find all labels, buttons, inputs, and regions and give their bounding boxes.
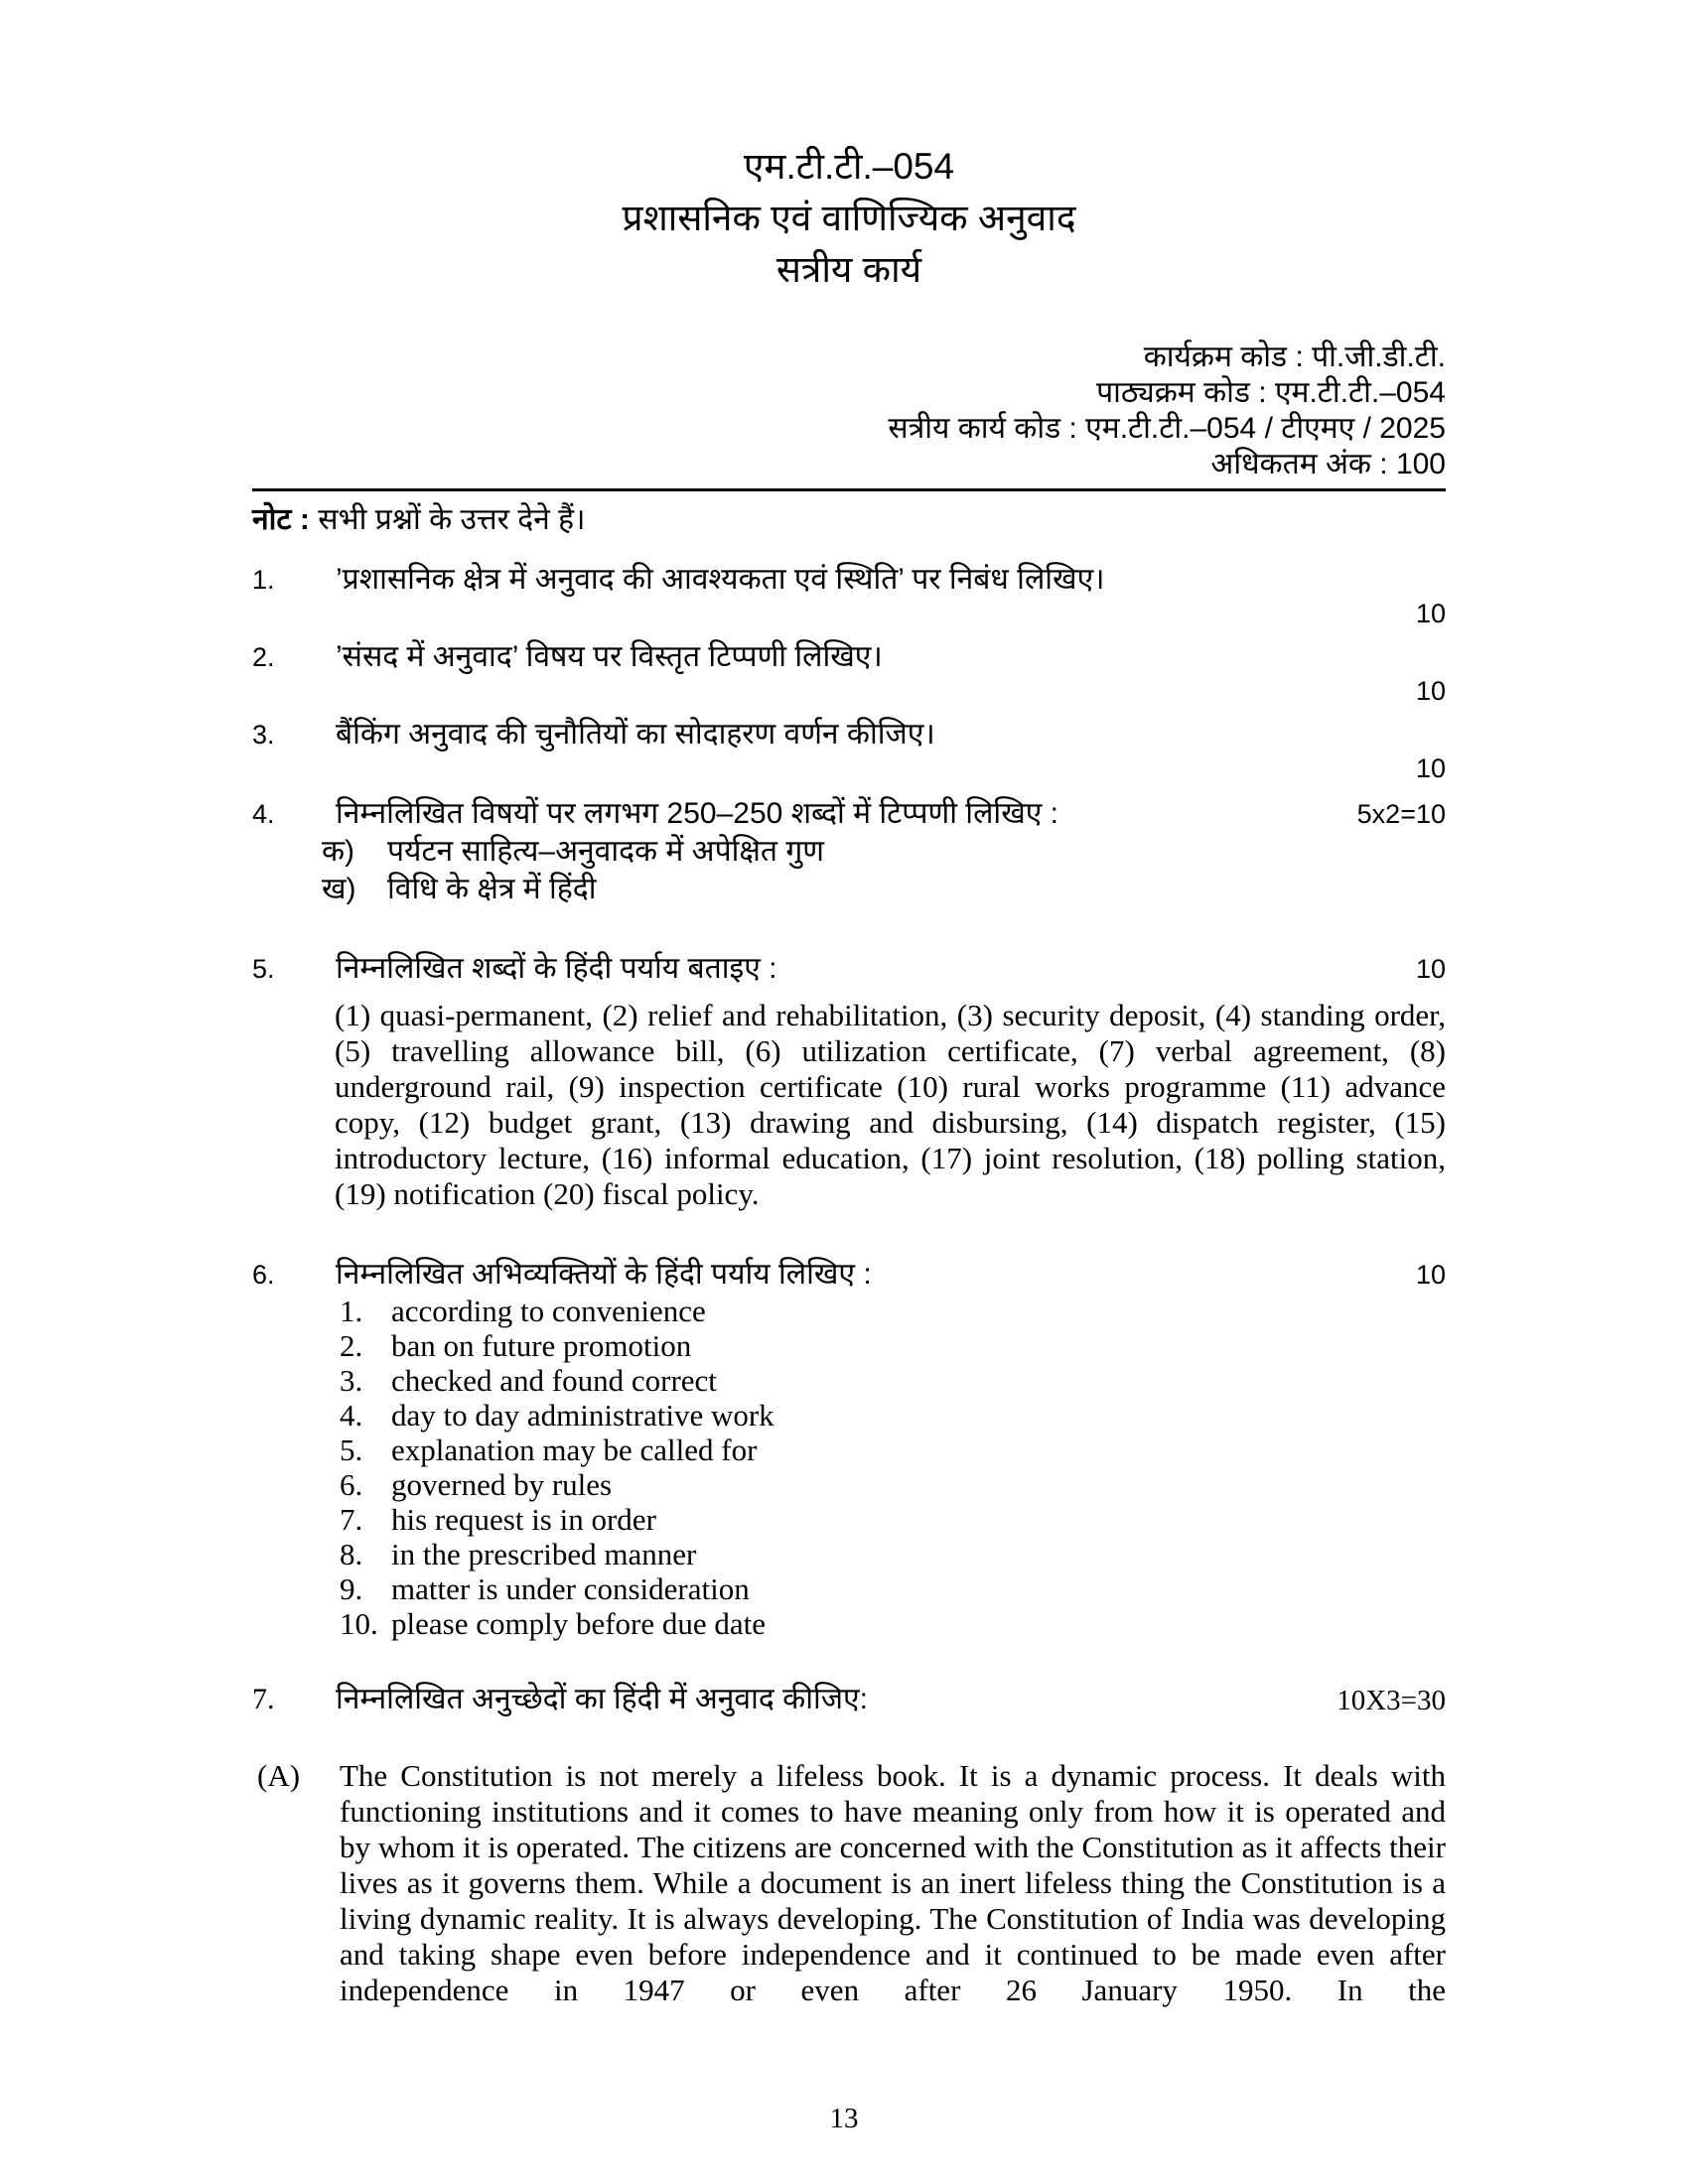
question-4-subitem-b [322, 871, 1446, 908]
list-item [340, 1467, 1446, 1502]
assignment-code-line: सत्रीय कार्य कोड : एम.टी.टी.–054 / टीएमए / 2025 [888, 412, 1446, 445]
note-text: सभी प्रश्नों के उत्तर देने हैं। [318, 503, 586, 536]
question-3-number: 3. [252, 720, 275, 750]
programme-code-line: कार्यक्रम कोड : पी.जी.डी.टी. [1143, 341, 1446, 373]
question-5 [252, 950, 1446, 988]
question-4-subitem-a [322, 833, 1446, 871]
question-5-number: 5. [252, 954, 275, 984]
question-7-number: 7. [252, 1683, 275, 1715]
list-item [340, 1537, 1446, 1571]
list-item-number: 5. [340, 1433, 363, 1467]
passage-a [252, 1758, 1446, 2008]
question-7 [252, 1681, 1446, 1718]
title-block [252, 0, 1446, 296]
course-code-title: एम.टी.टी.–054 [743, 146, 955, 187]
question-6-text: निम्नलिखित अभिव्यक्तियों के हिंदी पर्याय लिखिए : [336, 1258, 872, 1291]
list-item [340, 1606, 1446, 1641]
passage-a-label: (A) [257, 1758, 301, 1793]
list-item-number: 6. [340, 1467, 363, 1502]
question-6-number: 6. [252, 1260, 275, 1290]
list-item-text: please comply before due date [391, 1606, 766, 1641]
list-item-text: matter is under consideration [391, 1571, 750, 1606]
list-item [340, 1433, 1446, 1467]
question-4-text: निम्नलिखित विषयों पर लगभग 250–250 शब्दों में टिप्पणी लिखिए : [336, 797, 1058, 830]
list-item-number: 1. [340, 1294, 363, 1328]
list-item-number: 9. [340, 1571, 363, 1606]
question-6 [252, 1256, 1446, 1294]
question-2-text: ’संसद में अनुवाद’ विषय पर विस्तृत टिप्पणी लिखिए। [336, 640, 883, 673]
question-6-expression-list [340, 1294, 1446, 1641]
list-item [340, 1363, 1446, 1398]
question-2 [252, 638, 1446, 676]
subitem-b-label: ख) [322, 873, 356, 905]
list-item-text: his request is in order [391, 1502, 656, 1537]
list-item-number: 3. [340, 1363, 363, 1398]
subitem-b-text: विधि के क्षेत्र में हिंदी [387, 873, 597, 905]
list-item-text: day to day administrative work [391, 1398, 774, 1433]
list-item-number: 2. [340, 1328, 363, 1363]
question-4-number: 4. [252, 799, 275, 829]
question-1 [252, 561, 1446, 599]
page-number: 13 [829, 2103, 859, 2134]
question-5-text: निम्नलिखित शब्दों के हिंदी पर्याय बताइए : [336, 952, 777, 985]
question-4-subitems [322, 833, 1446, 908]
question-2-number: 2. [252, 642, 275, 672]
list-item-number: 7. [340, 1502, 363, 1537]
question-1-number: 1. [252, 565, 275, 595]
list-item [340, 1502, 1446, 1537]
list-item-number: 4. [340, 1398, 363, 1433]
subitem-a-label: क) [322, 835, 355, 868]
question-5-word-list: (1) quasi-permanent, (2) relief and rehabilitation, (3) security deposit, (4) standing order, (5) travelling allowance bill, (6) utilization certificate, (7) verbal agreement, (8) underground rail, (9) inspection certificate (10) rural works programme (11) advance copy, (12) budget grant, (13) drawing and disbursing, (14) dispatch register, (15) introductory lecture, (16) informal education, (17) joint resolution, (18) polling station, (19) notification (20) fiscal policy. [335, 998, 1446, 1211]
list-item-number: 8. [340, 1537, 363, 1571]
max-marks-line: अधिकतम अंक : 100 [1210, 448, 1446, 480]
question-7-marks: 10X3=30 [1336, 1685, 1446, 1716]
course-name-title: प्रशासनिक एवं वाणिज्यिक अनुवाद [622, 198, 1076, 238]
list-item-text: in the prescribed manner [391, 1537, 697, 1571]
question-1-text: ’प्रशासनिक क्षेत्र में अनुवाद की आवश्यकता एवं स्थिति’ पर निबंध लिखिए। [336, 563, 1105, 596]
question-1-marks: 10 [1415, 599, 1446, 628]
question-3-text: बैंकिंग अनुवाद की चुनौतियों का सोदाहरण वर्णन कीजिए। [336, 718, 935, 751]
list-item-text: governed by rules [391, 1467, 613, 1502]
list-item [340, 1328, 1446, 1363]
note-label: नोट : [252, 503, 310, 536]
assignment-type-title: सत्रीय कार्य [775, 249, 922, 290]
subitem-a-text: पर्यटन साहित्य–अनुवादक में अपेक्षित गुण [387, 835, 824, 868]
list-item-number: 10. [340, 1606, 378, 1641]
list-item-text: according to convenience [391, 1294, 706, 1328]
list-item [340, 1571, 1446, 1606]
horizontal-rule [252, 488, 1446, 491]
meta-block [252, 340, 1446, 482]
list-item [340, 1294, 1446, 1328]
list-item-text: checked and found correct [391, 1363, 717, 1398]
question-3 [252, 716, 1446, 753]
question-3-marks: 10 [1415, 753, 1446, 783]
list-item-text: ban on future promotion [391, 1328, 692, 1363]
question-4-marks: 5x2=10 [1356, 799, 1446, 829]
list-item [340, 1398, 1446, 1433]
passage-a-text: The Constitution is not merely a lifeless book. It is a dynamic process. It deals with functioning institutions and it comes to have meaning only from how it is operated and by whom it is operated. The citizens are concerned with the Constitution as it affects their lives as it governs them. While a document is an inert lifeless thing the Constitution is a living dynamic reality. It is always developing. The Constitution of India was developing and taking shape even before independence and it continued to be made even after independence in 1947 or even after 26 January 1950. In the [340, 1758, 1446, 2007]
question-6-marks: 10 [1415, 1260, 1446, 1290]
note-line [252, 501, 1446, 539]
question-2-marks: 10 [1415, 676, 1446, 706]
course-code-line: पाठ्यक्रम कोड : एम.टी.टी.–054 [1096, 376, 1446, 409]
question-5-marks: 10 [1415, 954, 1446, 984]
question-4 [252, 795, 1446, 833]
question-7-text: निम्नलिखित अनुच्छेदों का हिंदी में अनुवाद कीजिए: [336, 1683, 868, 1715]
list-item-text: explanation may be called for [391, 1433, 758, 1467]
